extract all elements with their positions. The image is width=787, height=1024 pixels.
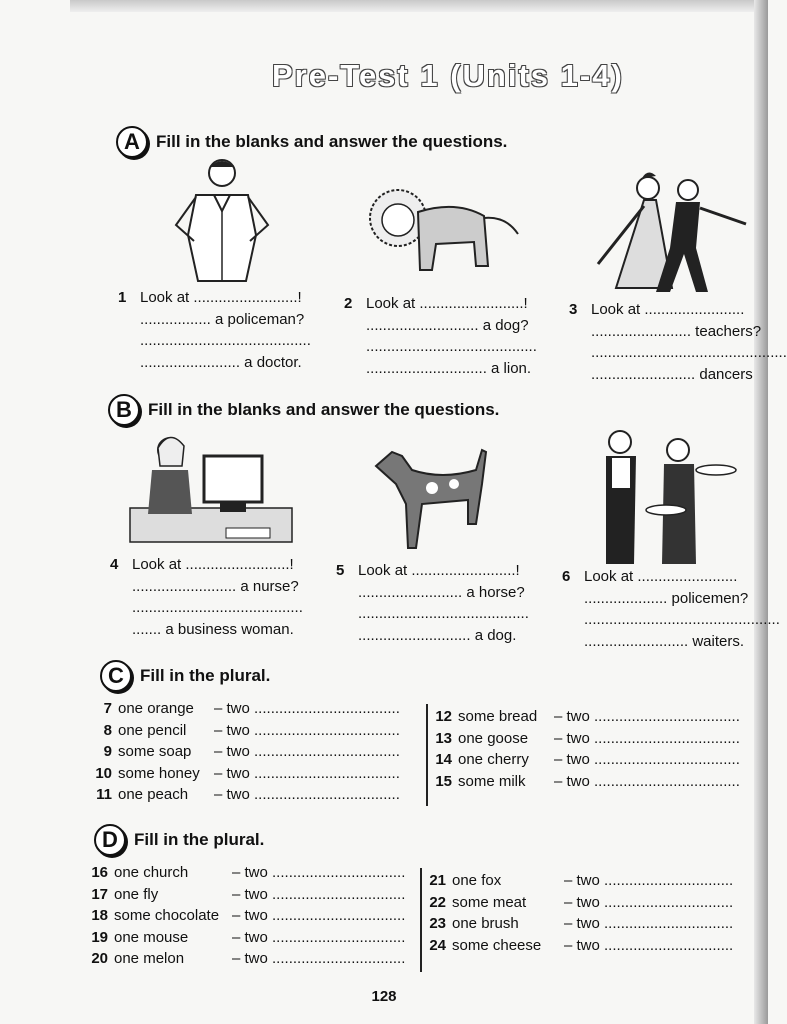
section-d-badge: D (94, 824, 126, 856)
plural-item (430, 706, 752, 728)
doctor-illustration (170, 155, 274, 283)
plural-item (86, 948, 405, 970)
exercise-line: ............................................... (584, 611, 780, 628)
item-word: one brush (452, 915, 519, 932)
exercise-line: ......................... dancers (591, 365, 753, 383)
exercise-line: Look at .........................! (358, 562, 520, 579)
item-number: 21 (429, 872, 446, 889)
section-a-instruction: Fill in the blanks and answer the questions. (156, 132, 508, 151)
exercise-line: Look at ........................ (584, 568, 738, 585)
column-divider (420, 868, 422, 972)
exercise-line: ......................................... (132, 599, 303, 616)
exercise-line: ......................... waiters. (584, 632, 745, 650)
waiters-illustration (598, 428, 740, 568)
item-number: 24 (429, 936, 446, 954)
exercise-1 (118, 287, 311, 373)
exercise-d-right (424, 870, 752, 956)
plural-item (90, 720, 400, 742)
businesswoman-illustration (130, 428, 292, 548)
item-number: 12 (435, 708, 452, 725)
scan-shadow-top (70, 0, 768, 12)
plural-item (430, 728, 752, 750)
item-number: 7 (103, 700, 112, 717)
item-answer: – two ................................... (554, 729, 740, 747)
exercise-line: ........................... a dog? (366, 316, 529, 334)
plural-item (86, 884, 405, 906)
exercise-number: 4 (110, 556, 119, 573)
item-number: 13 (435, 729, 452, 747)
item-word: some milk (458, 772, 526, 790)
column-divider (426, 704, 428, 806)
exercise-6 (562, 566, 780, 652)
exercise-number: 5 (336, 562, 345, 579)
item-word: one mouse (114, 928, 189, 946)
section-d-header (94, 824, 264, 856)
item-number: 14 (435, 751, 452, 768)
exercise-line: ........................... a dog. (358, 626, 517, 644)
section-c-badge: C (100, 660, 132, 692)
exercise-3 (569, 299, 787, 385)
plural-item (90, 784, 400, 806)
exercise-line: ......................... a horse? (358, 583, 525, 601)
page-number: 128 (371, 988, 397, 1005)
plural-item (424, 870, 752, 892)
item-number: 9 (103, 743, 112, 760)
section-b-header (108, 394, 499, 426)
exercise-number: 1 (118, 289, 127, 306)
plural-item (90, 698, 400, 720)
item-number: 15 (435, 772, 452, 790)
item-number: 16 (91, 864, 108, 881)
plural-item (424, 913, 752, 935)
item-word: one fly (114, 885, 159, 903)
section-a-badge: A (116, 126, 148, 158)
plural-item (86, 862, 405, 884)
item-number: 11 (96, 786, 112, 803)
item-number: 22 (429, 893, 446, 911)
item-answer: – two ............................... (564, 936, 734, 954)
item-word: one cherry (458, 751, 529, 768)
item-word: some bread (458, 708, 538, 725)
exercise-number: 2 (344, 295, 353, 312)
exercise-d-left (86, 862, 405, 970)
scan-shadow-right (754, 0, 768, 1024)
plural-item (430, 771, 752, 793)
section-d-instruction: Fill in the plural. (134, 830, 265, 849)
section-c-header (100, 660, 270, 692)
item-word: one orange (118, 700, 194, 717)
plural-item (424, 935, 752, 957)
exercise-line: ....... a business woman. (132, 620, 294, 638)
page-title: Pre-Test 1 (Units 1-4) (272, 58, 624, 93)
exercise-line: ................. a policeman? (140, 310, 305, 328)
exercise-line: ........................ a doctor. (140, 353, 302, 371)
item-answer: – two ................................... (554, 751, 740, 768)
item-answer: – two ................................... (214, 721, 400, 739)
exercise-c-left (90, 698, 400, 806)
item-number: 10 (95, 764, 112, 782)
item-number: 8 (103, 721, 112, 739)
exercise-line: ............................................... (591, 344, 787, 361)
exercise-line: Look at .........................! (132, 556, 294, 573)
dog-illustration (372, 444, 492, 552)
plural-item (90, 763, 400, 785)
item-answer: – two ................................... (554, 708, 740, 725)
plural-item (90, 741, 400, 763)
item-word: one peach (118, 786, 189, 803)
lion-illustration (366, 186, 524, 278)
item-word: one melon (114, 950, 185, 967)
exercise-line: ......................... a nurse? (132, 577, 299, 595)
exercise-number: 3 (569, 301, 578, 318)
item-answer: – two ................................... (554, 772, 740, 790)
exercise-line: ......................................... (366, 338, 537, 355)
item-answer: – two ................................... (214, 743, 400, 760)
item-word: some chocolate (114, 907, 220, 924)
dancers-illustration (584, 164, 752, 296)
exercise-line: Look at .........................! (366, 295, 528, 312)
exercise-5 (336, 560, 529, 646)
item-answer: – two ................................... (214, 700, 400, 717)
item-number: 18 (91, 907, 108, 924)
item-number: 20 (91, 950, 108, 967)
section-b-badge: B (108, 394, 140, 426)
exercise-number: 6 (562, 568, 571, 585)
item-word: one fox (452, 872, 502, 889)
exercise-2 (344, 293, 537, 379)
exercise-line: .................... policemen? (584, 589, 749, 607)
item-answer: – two ................................ (232, 885, 406, 903)
plural-item (424, 892, 752, 914)
exercise-4 (110, 554, 303, 640)
item-answer: – two ................................ (232, 950, 406, 967)
item-word: one goose (458, 729, 529, 747)
item-word: some meat (452, 893, 527, 911)
item-word: some cheese (452, 936, 542, 954)
item-answer: – two ................................ (232, 864, 406, 881)
item-answer: – two ............................... (564, 915, 734, 932)
item-answer: – two ................................ (232, 907, 406, 924)
exercise-c-right (430, 706, 752, 792)
item-word: one church (114, 864, 189, 881)
item-answer: – two ................................... (214, 764, 400, 782)
plural-item (86, 905, 405, 927)
item-answer: – two ................................... (214, 786, 400, 803)
item-answer: – two ............................... (564, 893, 734, 911)
item-word: some honey (118, 764, 200, 782)
exercise-line: ......................................... (358, 605, 529, 622)
section-b-instruction: Fill in the blanks and answer the questions. (148, 400, 500, 419)
exercise-line: ............................. a lion. (366, 359, 532, 377)
item-number: 19 (91, 928, 108, 946)
item-word: one pencil (118, 721, 187, 739)
section-a-header (116, 126, 507, 158)
item-answer: – two ................................ (232, 928, 406, 946)
item-number: 23 (429, 915, 446, 932)
exercise-line: Look at .........................! (140, 289, 302, 306)
exercise-line: Look at ........................ (591, 301, 745, 318)
plural-item (86, 927, 405, 949)
item-number: 17 (91, 885, 108, 903)
plural-item (430, 749, 752, 771)
exercise-line: ......................................... (140, 332, 311, 349)
item-word: some soap (118, 743, 192, 760)
exercise-line: ........................ teachers? (591, 322, 762, 340)
section-c-instruction: Fill in the plural. (140, 666, 271, 685)
item-answer: – two ............................... (564, 872, 734, 889)
